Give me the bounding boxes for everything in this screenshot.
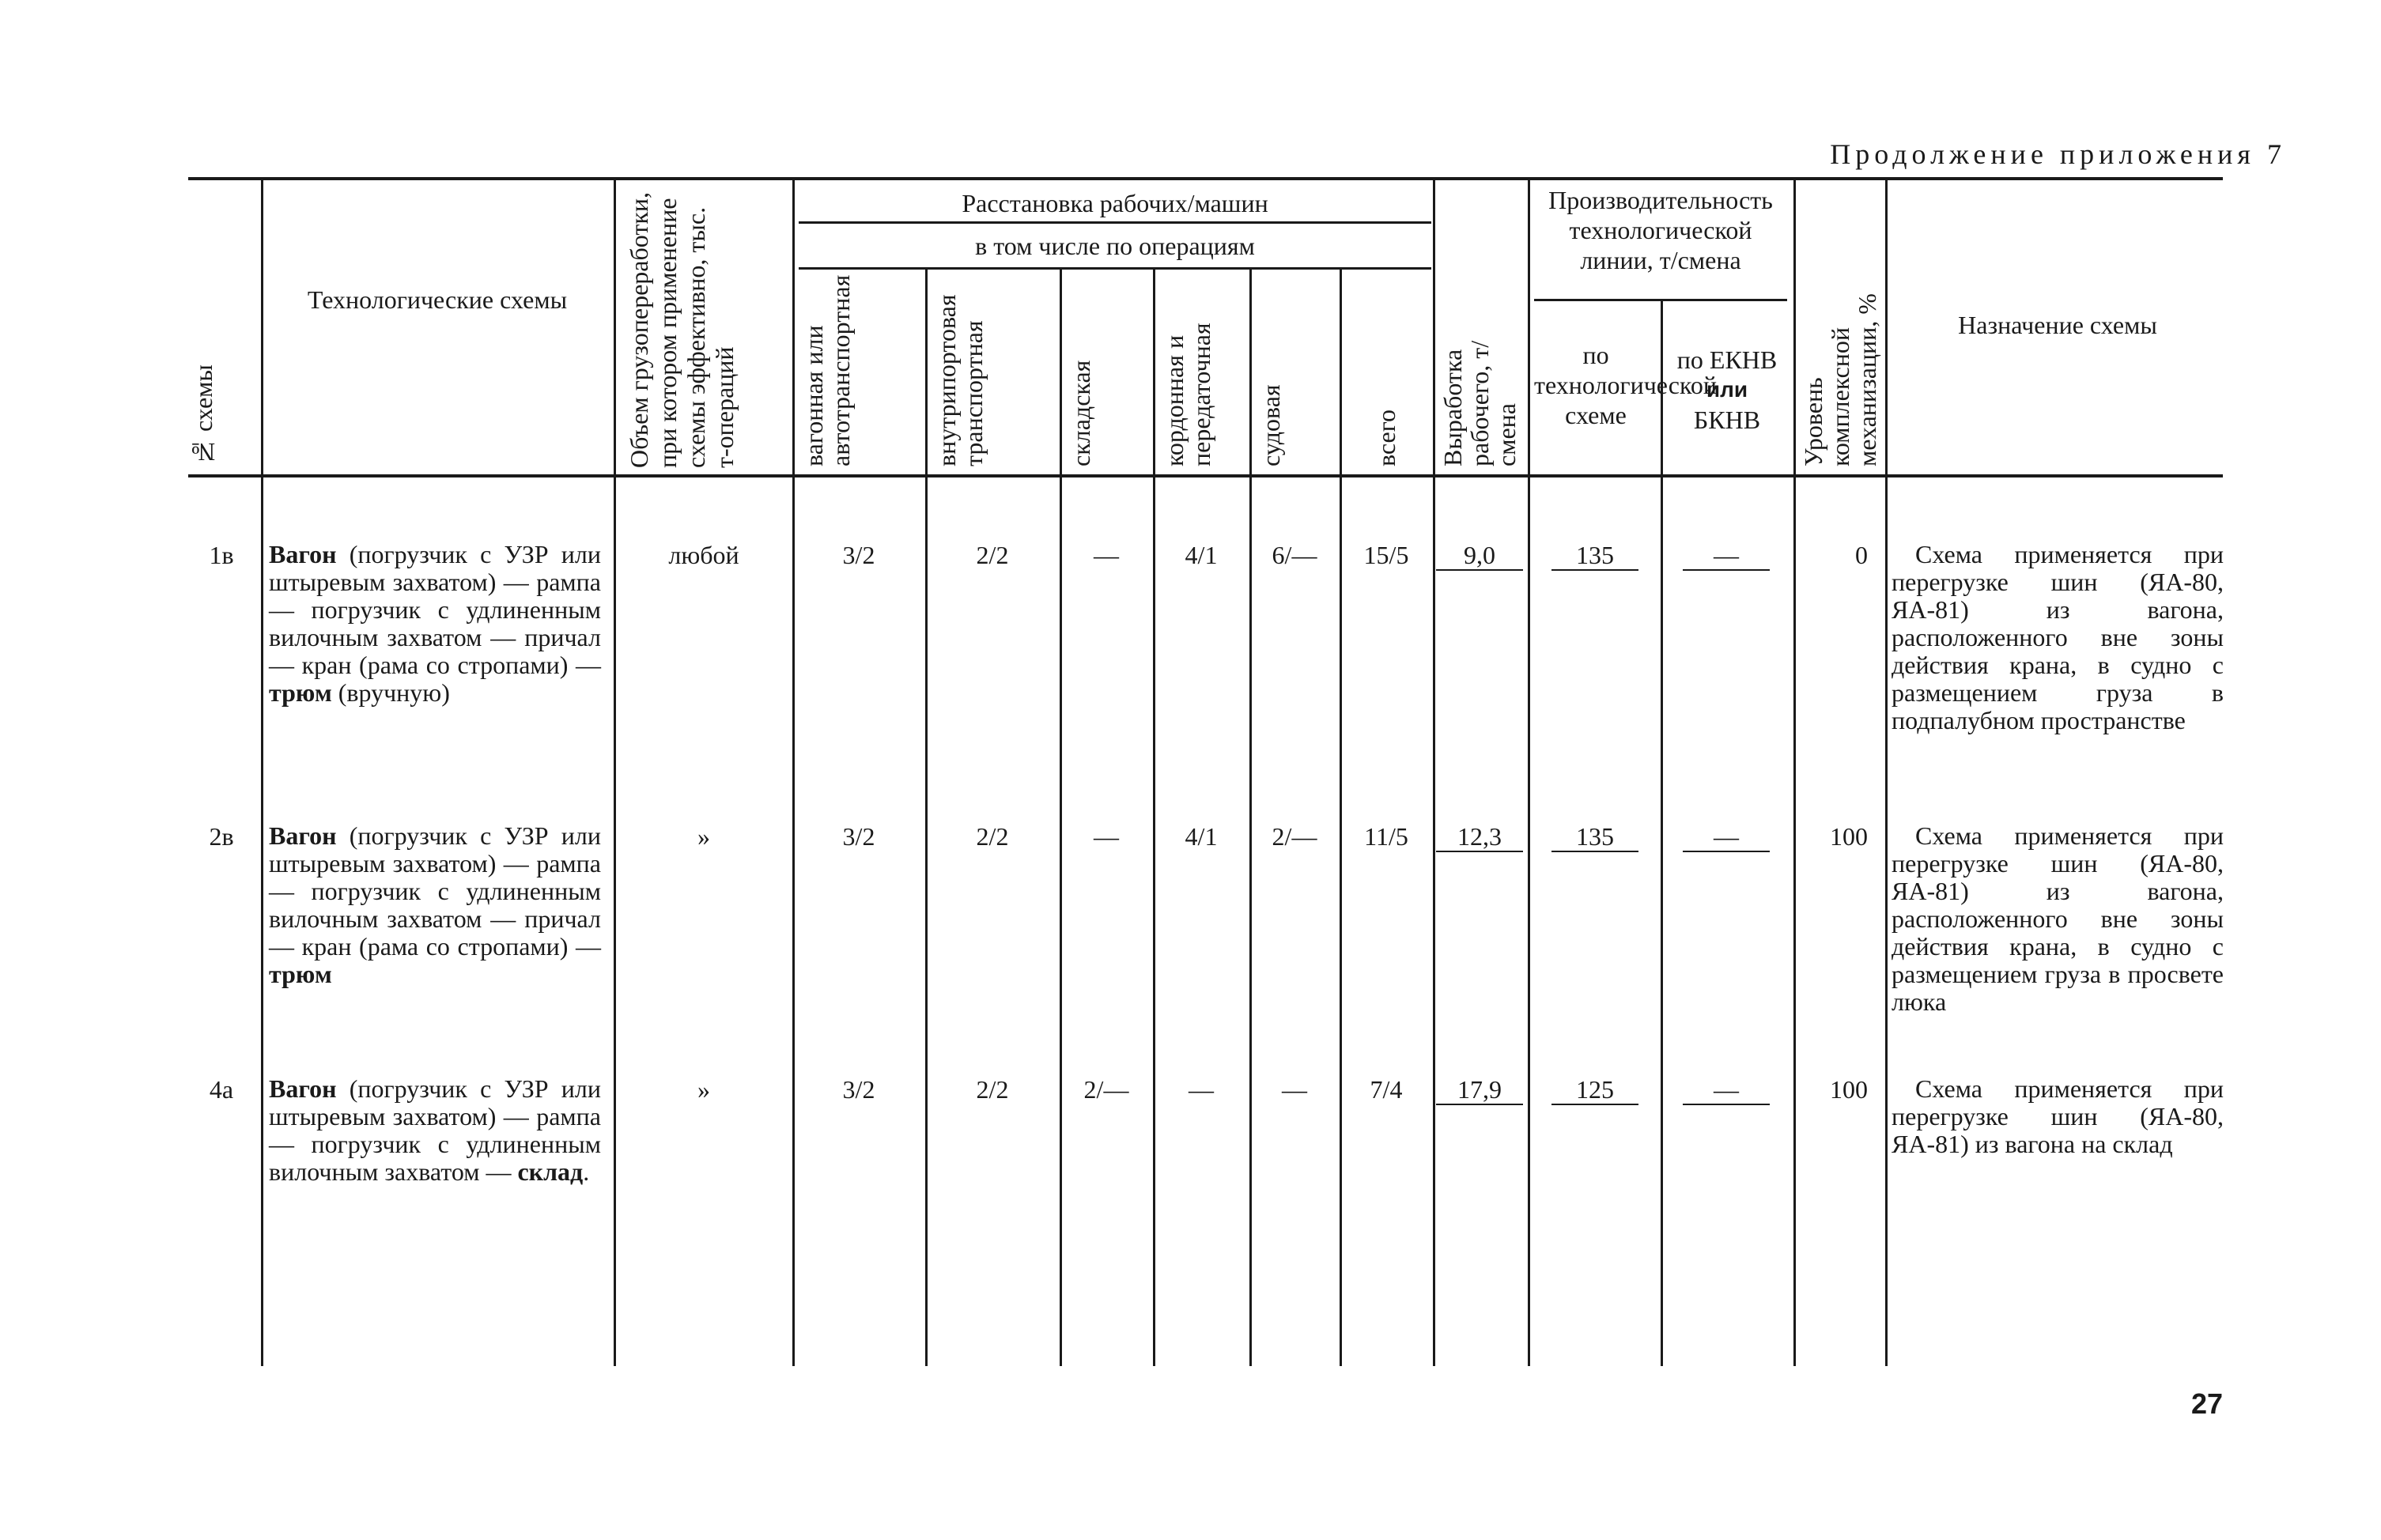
row2-prod-bknv-den	[1683, 852, 1770, 876]
col-line-13	[1885, 180, 1888, 1366]
row2-cordon: 4/1	[1185, 822, 1218, 851]
row3-scheme-text-2: .	[583, 1157, 590, 1186]
row1-prod-bknv-value: —	[1683, 541, 1770, 571]
header-productivity: Производительность технологической линии, т/смена	[1548, 186, 1773, 274]
row1-num: 1в	[209, 541, 234, 569]
row1-cordon: 4/1	[1185, 541, 1218, 569]
header-op-cordon: кордонная и передаточная	[1160, 323, 1215, 466]
row1-scheme-bold-1: Вагон	[269, 540, 337, 568]
table-top-rule	[188, 177, 2223, 180]
col-line-9	[1433, 180, 1435, 1366]
header-tech: Технологические схемы	[307, 285, 568, 314]
row1-ship: 6/—	[1272, 541, 1317, 569]
header-op-wagon: вагонная или автотранспортная	[799, 274, 855, 466]
row2-prod-tech-den	[1551, 852, 1638, 876]
header-num: № схемы	[189, 364, 217, 466]
header-incl: в том числе по операциям	[975, 232, 1255, 260]
row1-purpose: Схема применяется при перегрузке шин (ЯА-80, ЯА-81) из вагона, расположенного вне зоны действия крана, в судно с размещением груза в подпалубном пространстве	[1892, 540, 2224, 734]
row3-volume: »	[697, 1075, 710, 1104]
page-number: 27	[2190, 1387, 2223, 1420]
row1-output-den	[1436, 571, 1523, 594]
header-op-ship: судовая	[1257, 384, 1285, 466]
row3-warehouse: 2/—	[1083, 1075, 1129, 1104]
row2-volume: »	[697, 822, 710, 851]
row3-prod-tech	[1551, 1075, 1638, 1129]
col-line-7	[1249, 269, 1252, 1366]
row2-scheme-text-1: (погрузчик с УЗР или штыревым захватом) — рампа — погрузчик с удлиненным вилочным захватом — причал — кран (рама со стропами) —	[269, 821, 601, 961]
row2-output-value: 12,3	[1436, 822, 1523, 852]
header-prod-bknv-line1: по ЕКНВ	[1676, 345, 1778, 374]
placement-divider	[799, 221, 1431, 224]
row2-warehouse: —	[1094, 822, 1119, 851]
row1-scheme-text-2: (вручную)	[331, 678, 450, 707]
incl-divider	[799, 267, 1431, 270]
row1-total: 15/5	[1363, 541, 1409, 569]
row3-prod-bknv-den	[1683, 1105, 1770, 1129]
col-line-10	[1528, 180, 1530, 1366]
col-line-2	[614, 180, 616, 1366]
row2-scheme-bold-2: трюм	[269, 960, 332, 988]
col-line-4	[925, 269, 928, 1366]
row3-ship: —	[1282, 1075, 1307, 1104]
row2-purpose: Схема применяется при перегрузке шин (ЯА-80, ЯА-81) из вагона, расположенного вне зоны действия крана, в судно с размещением груза в просвете люка	[1892, 821, 2224, 1016]
header-mech-level: Уровень комплексной механизации, %	[1799, 293, 1881, 466]
row1-mech: 0	[1855, 541, 1868, 569]
col-line-8	[1340, 269, 1342, 1366]
row1-prod-bknv-den	[1683, 571, 1770, 594]
row1-prod-tech	[1551, 541, 1638, 594]
row3-output-value: 17,9	[1436, 1075, 1523, 1105]
row2-total: 11/5	[1364, 822, 1408, 851]
header-placement: Расстановка рабочих/машин	[962, 189, 1268, 217]
row1-scheme	[269, 541, 601, 707]
row2-inport: 2/2	[976, 822, 1009, 851]
row3-scheme-bold-1: Вагон	[269, 1074, 337, 1103]
header-prod-bknv	[1664, 345, 1790, 435]
row2-mech: 100	[1830, 822, 1868, 851]
row2-prod-bknv-value: —	[1683, 822, 1770, 852]
row1-scheme-text-1: (погрузчик с УЗР или штыревым захватом) — рампа — погрузчик с удлиненным вилочным захватом — причал — кран (рама со стропами) —	[269, 540, 601, 679]
row1-warehouse: —	[1094, 541, 1119, 569]
row1-output	[1436, 541, 1523, 594]
header-op-inport: внутрипортовая транспортная	[932, 294, 988, 466]
col-line-6	[1153, 269, 1155, 1366]
row2-scheme-bold-1: Вагон	[269, 821, 337, 850]
header-purpose: Назначение схемы	[1958, 311, 2157, 339]
row1-prod-tech-value: 135	[1551, 541, 1638, 571]
row3-total: 7/4	[1370, 1075, 1403, 1104]
header-op-warehouse: складская	[1067, 360, 1095, 466]
row3-prod-tech-den	[1551, 1105, 1638, 1129]
row2-prod-tech-value: 135	[1551, 822, 1638, 852]
row2-output-den	[1436, 852, 1523, 876]
row3-scheme	[269, 1075, 601, 1186]
row3-purpose: Схема применяется при перегрузке шин (ЯА-80, ЯА-81) из вагона на склад	[1892, 1074, 2224, 1158]
row2-prod-bknv	[1683, 822, 1770, 876]
row2-scheme	[269, 822, 601, 988]
header-bottom-rule	[188, 474, 2223, 477]
col-line-1	[261, 180, 263, 1366]
row2-wagon: 3/2	[842, 822, 875, 851]
col-line-5	[1060, 269, 1062, 1366]
row2-ship: 2/—	[1272, 822, 1317, 851]
row2-num: 2в	[209, 822, 234, 851]
row3-prod-tech-value: 125	[1551, 1075, 1638, 1105]
row1-volume: любой	[668, 541, 739, 569]
row3-scheme-text-1: (погрузчик с УЗР или штыревым захватом) — рампа — погрузчик с удлиненным вилочным захватом —	[269, 1074, 601, 1186]
col-line-3	[792, 180, 795, 1366]
header-prod-bknv-line3: БКНВ	[1693, 406, 1761, 434]
row1-scheme-bold-2: трюм	[269, 678, 332, 707]
row1-wagon: 3/2	[842, 541, 875, 569]
row3-wagon: 3/2	[842, 1075, 875, 1104]
row2-output	[1436, 822, 1523, 876]
row1-output-value: 9,0	[1436, 541, 1523, 571]
row3-mech: 100	[1830, 1075, 1868, 1104]
header-output: Выработка рабочего, т/смена	[1438, 340, 1521, 466]
row3-num: 4а	[209, 1075, 234, 1104]
header-prod-tech: по технологической схеме	[1534, 341, 1718, 429]
col-line-11	[1661, 300, 1663, 1366]
row1-prod-tech-den	[1551, 571, 1638, 594]
row3-output	[1436, 1075, 1523, 1129]
row3-prod-bknv-value: —	[1683, 1075, 1770, 1105]
row3-prod-bknv	[1683, 1075, 1770, 1129]
row1-inport: 2/2	[976, 541, 1009, 569]
header-total: всего	[1372, 409, 1400, 466]
row3-inport: 2/2	[976, 1075, 1009, 1104]
header-prod-bknv-line2: или	[1706, 377, 1748, 402]
row2-prod-tech	[1551, 822, 1638, 876]
page-header: Продолжение приложения 7	[1830, 138, 2286, 170]
row3-output-den	[1436, 1105, 1523, 1129]
row3-scheme-bold-2: склад	[517, 1157, 584, 1186]
row1-prod-bknv	[1683, 541, 1770, 594]
header-volume: Объем грузопереработки, при котором применение схемы эффективно, тыс. т-операций	[625, 192, 739, 468]
col-line-12	[1793, 180, 1796, 1366]
row3-cordon: —	[1189, 1075, 1214, 1104]
